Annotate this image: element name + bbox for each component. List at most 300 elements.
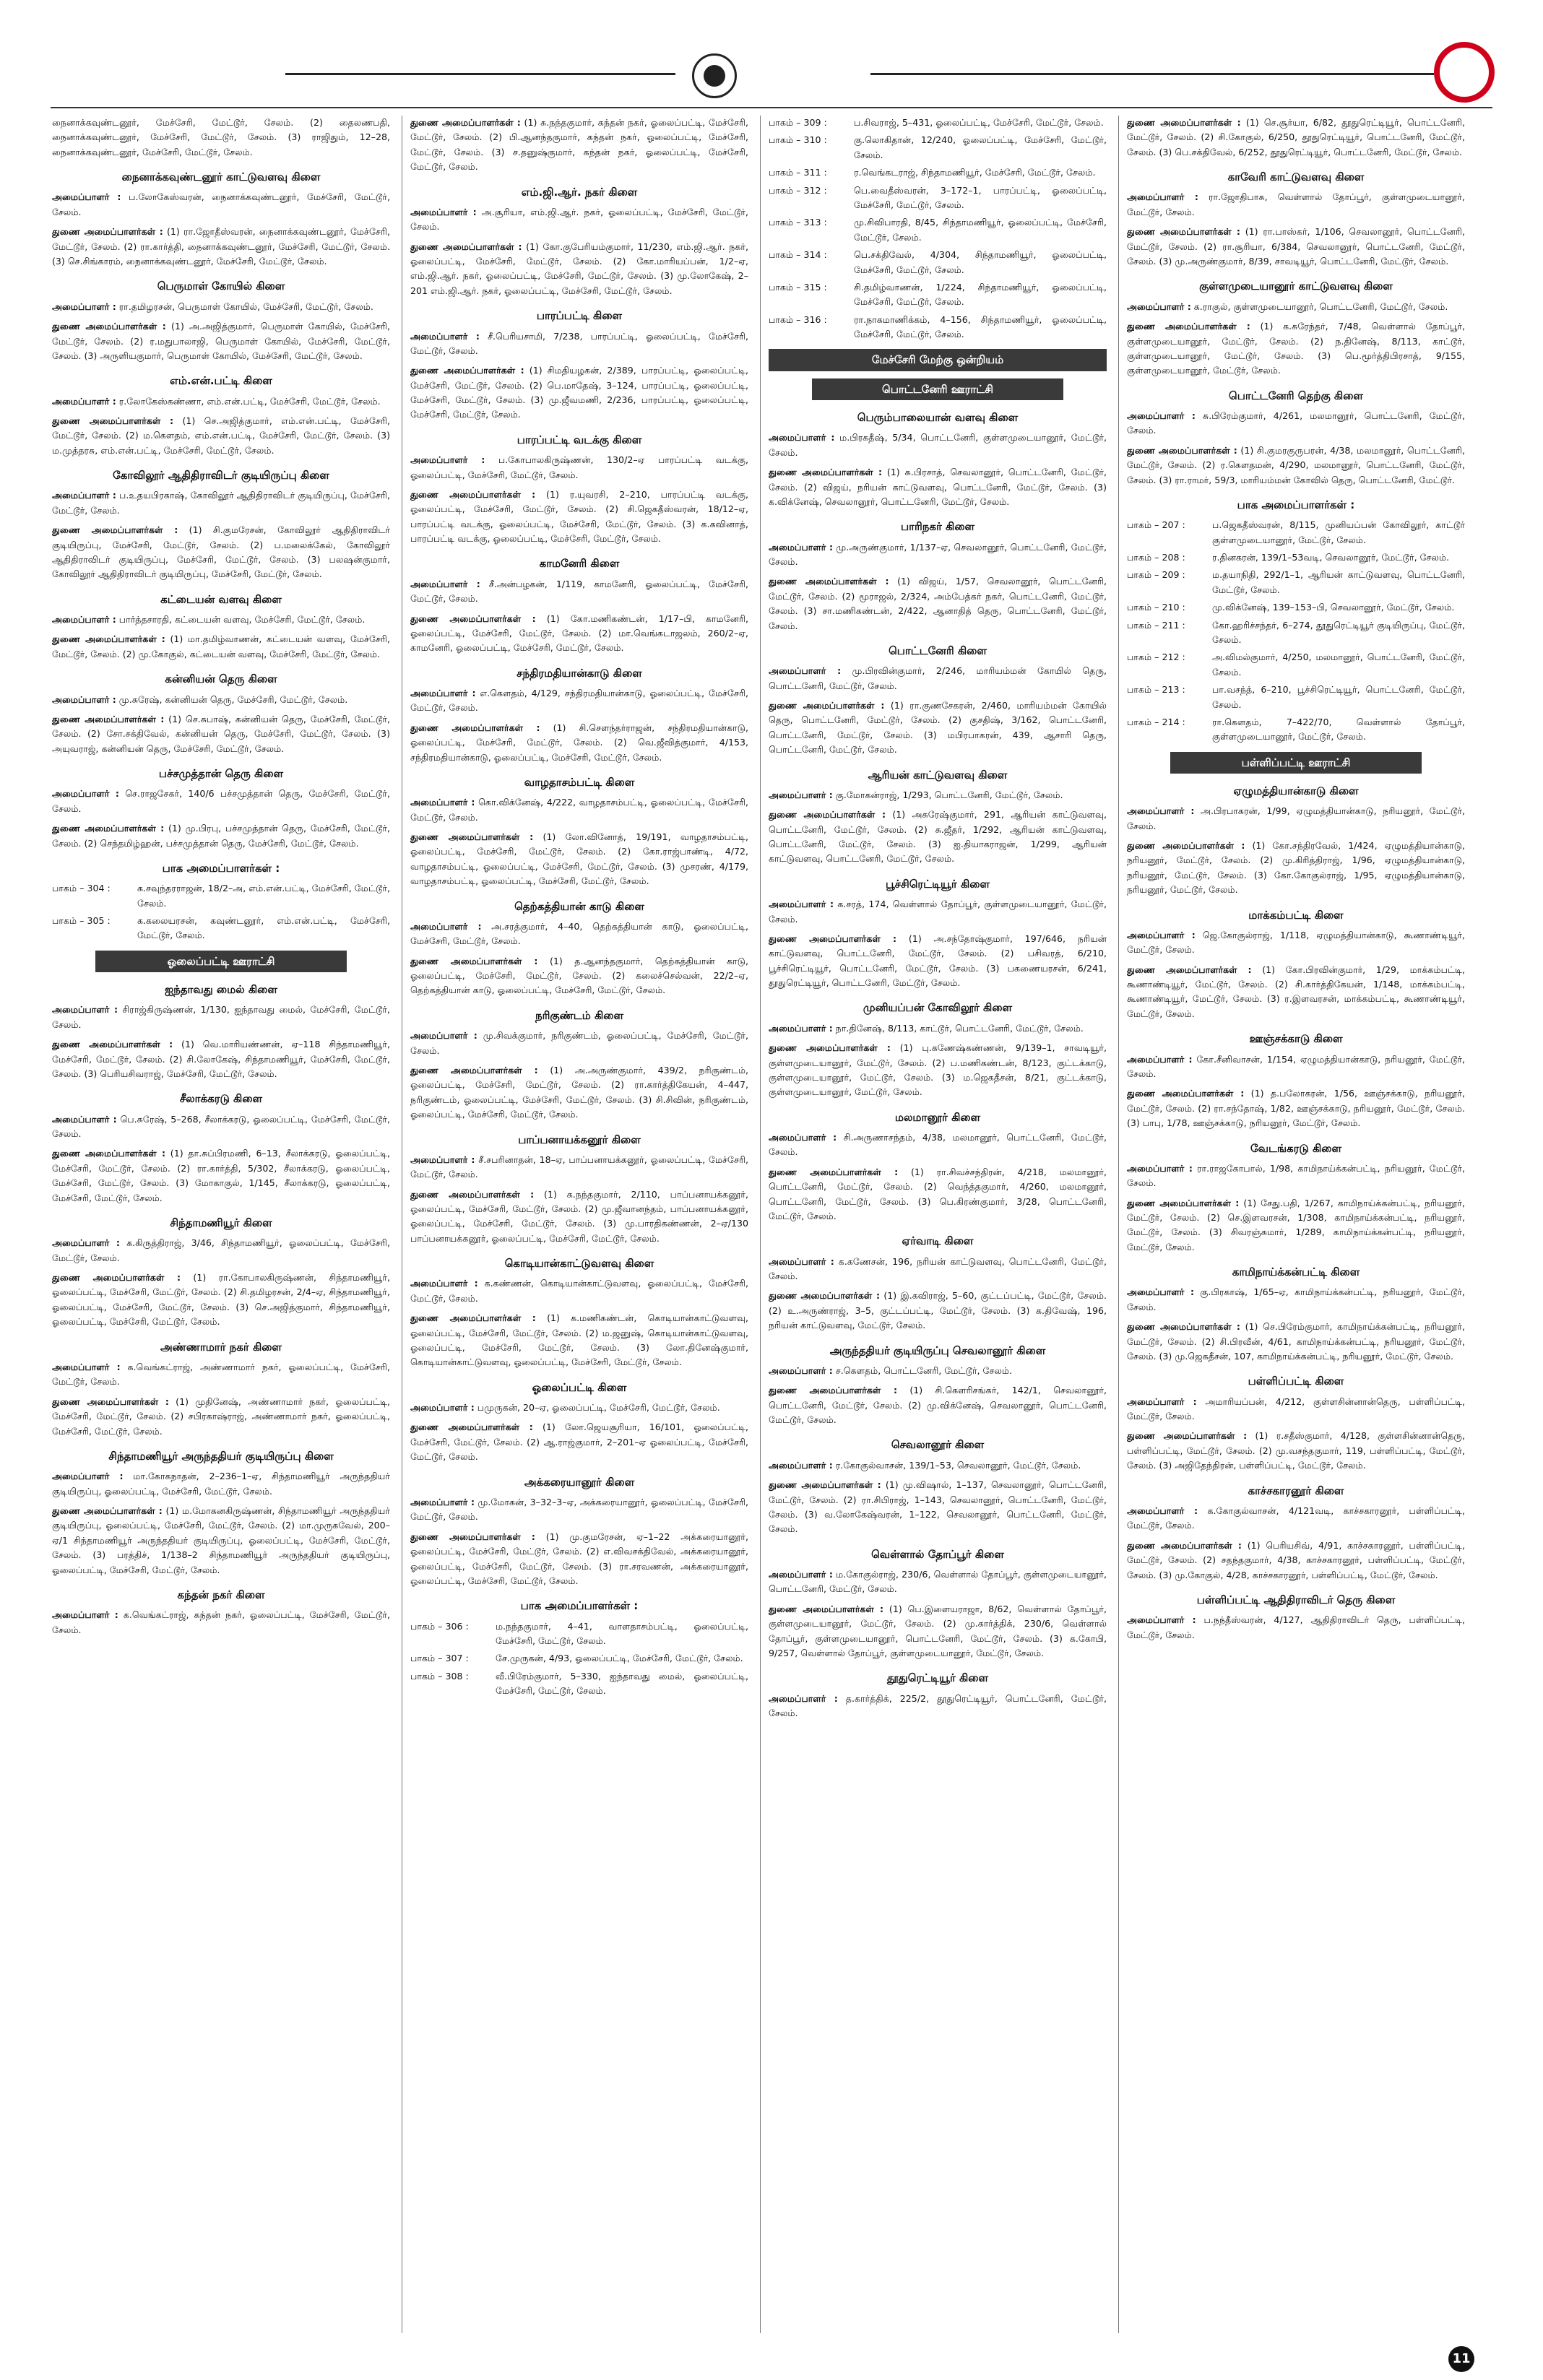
- member-details: க.கோகுல்வாசன், 4/121வடி, காச்சகாரனூர், பள்ளிப்பட்டி, மேட்டூர், சேலம்.: [1127, 1505, 1465, 1531]
- member-details: (1) செ.பிரேம்குமார், காமிநாய்க்கன்பட்டி, நரியனூர், மேட்டூர், சேலம். (2) சி.பிரவீன், 4/61, காமிநாய்க்கன்பட்டி, நரியனூர், மேட்டூர், சேலம். (3) மு.ஜெகதீசன், 107, காமிநாய்க்கன்பட்டி, நரியனூர், மேட்டூர், சேலம்.: [1127, 1321, 1465, 1362]
- role-label: துணை அமைப்பாளர்கள் :: [769, 1603, 884, 1614]
- member-details: மு.பிரவின்குமார், 2/246, மாரியம்மன் கோயில் தெரு, பொட்டனேரி, மேட்டூர், சேலம்.: [769, 665, 1107, 691]
- panchayat-banner: ஓலைப்பட்டி ஊராட்சி: [95, 951, 347, 972]
- role-label: அமைப்பாளர் :: [769, 1255, 834, 1267]
- role-label: அமைப்பாளர் :: [410, 688, 476, 699]
- booth-number: பாகம் – 209 :: [1127, 569, 1185, 581]
- member-entry: [1127, 1196, 1465, 1255]
- role-label: துணை அமைப்பாளர்கள் :: [410, 365, 524, 376]
- booth-organiser: கு.லொகிதான், 12/240, ஓலைப்பட்டி, மேச்சேரி, மேட்டூர், சேலம்.: [854, 134, 1107, 160]
- booth-entry: [1127, 600, 1465, 615]
- role-label: துணை அமைப்பாளர்கள் :: [1127, 117, 1241, 128]
- member-details: (1) விஜய், 1/57, செவலானூர், பொட்டனேரி, மேட்டூர், சேலம். (2) மூராஜல், 2/324, அம்பேத்கர் நகர், பொட்டனேரி, மேட்டூர், சேலம். (3) சா.மணிகண்டன், 2/422, ஆனாதித் தெரு, பொட்டனேரி, மேட்டூர், சேலம்.: [769, 576, 1107, 631]
- role-label: அமைப்பாளர் :: [52, 1004, 118, 1016]
- member-entry: [410, 954, 748, 998]
- member-details: ச.கௌதம், பொட்டனேரி, மேட்டூர், சேலம்.: [832, 1364, 1013, 1376]
- role-label: அமைப்பாளர் :: [1127, 410, 1196, 421]
- role-label: அமைப்பாளர் :: [410, 920, 482, 932]
- member-details: க.கணேசன், 196, நரியன் காட்டுவளவு, பொட்டனேரி, மேட்டூர், சேலம்.: [769, 1255, 1107, 1282]
- role-label: அமைப்பாளர் :: [410, 206, 477, 217]
- booth-entry: [769, 133, 1107, 163]
- role-label: துணை அமைப்பாளர்கள் :: [52, 524, 178, 536]
- booth-number: பாகம் – 306 :: [410, 1620, 469, 1632]
- member-entry: [52, 1504, 390, 1578]
- booth-organiser: மு.விக்னேஷ், 139–153–பி, செவலானூர், மேட்டூர், சேலம்.: [1212, 602, 1455, 613]
- member-details: (1) சிமதியழகன், 2/389, பாரப்பட்டி, ஓலைப்பட்டி, மேச்சேரி, மேட்டூர், சேலம். (2) பெ.மாதேஷ், 3–124, பாரப்பட்டி, ஓலைப்பட்டி, மேச்சேரி, மேட்டூர், சேலம். (3) மு.ஜீவமணி, 2/236, பாரப்பட்டி, ஓலைப்பட்டி, மேச்சேரி, மேட்டூர், சேலம்.: [410, 365, 748, 420]
- member-entry: [52, 1608, 390, 1637]
- booth-entry: [769, 280, 1107, 310]
- member-details: (1) க.நந்தகுமார், 2/110, பாப்பனாயக்கனூர், ஓலைப்பட்டி, மேச்சேரி, மேட்டூர், சேலம். (2) மு.ஜீவானந்தம், பாப்பனாயக்கனூர், ஓலைப்பட்டி, மேச்சேரி, மேட்டூர், சேலம். (3) மு.பாரதிகண்ணன், 2–ஏ/130 பாப்பனாயக்கனூர், ஓலைப்பட்டி, மேச்சேரி, மேட்டூர், சேலம்.: [410, 1188, 748, 1244]
- branch-heading: குள்ளமுடையானூர் காட்டுவளவு கிளை: [1199, 280, 1393, 293]
- member-entry: [410, 795, 748, 825]
- member-entry: [1127, 443, 1465, 488]
- booth-entry: [52, 881, 390, 911]
- role-label: துணை அமைப்பாளர்கள் :: [769, 1385, 898, 1396]
- member-details: நா.தினேஷ், 8/113, காட்டூர், பொட்டனேரி, மேட்டூர், சேலம்.: [832, 1022, 1084, 1034]
- member-details: (1) ர.சதீஸ்குமார், 4/128, குள்ளசின்னான்தெரு, பள்ளிப்பட்டி, மேட்டூர், சேலம். (2) மு.வசந்தகுமார், 119, பள்ளிப்பட்டி, மேட்டூர், சேலம். (3) அஜிதேந்திரன், பள்ளிப்பட்டி, மேட்டூர், சேலம்.: [1127, 1430, 1465, 1471]
- booth-entry: [1127, 568, 1465, 597]
- booth-number: பாகம் – 207 :: [1127, 519, 1185, 531]
- booth-number: பாகம் – 316 :: [769, 313, 827, 325]
- role-label: துணை அமைப்பாளர்கள் :: [52, 1505, 163, 1516]
- role-label: துணை அமைப்பாளர்கள் :: [769, 932, 897, 944]
- branch-heading: அண்ணாமார் நகர் கிளை: [160, 1340, 282, 1354]
- member-entry: [769, 664, 1107, 693]
- role-label: அமைப்பாளர் :: [410, 797, 475, 808]
- booth-entry: [1127, 550, 1465, 565]
- member-details: (1) சி.கௌரிசங்கர், 142/1, செவலானூர், பொட்டனேரி, மேட்டூர், சேலம். (2) மு.விக்னேஷ், செவலானூர், பொட்டனேரி, மேட்டூர், சேலம்.: [769, 1385, 1107, 1426]
- member-entry: [1127, 928, 1465, 958]
- booth-number: பாகம் – 307 :: [410, 1653, 469, 1664]
- member-entry: [52, 613, 390, 627]
- member-entry: [769, 574, 1107, 633]
- branch-heading: காவேரி காட்டுவளவு கிளை: [1227, 170, 1365, 184]
- member-entry: [52, 190, 390, 220]
- member-details: (1) முதினேஷ், அண்ணாமார் நகர், ஓலைப்பட்டி, மேச்சேரி, மேட்டூர், சேலம். (2) சபிரகாஷ்ராஜ், அண்ணாமார் நகர், ஓலைப்பட்டி, மேச்சேரி, மேட்டூர், சேலம்.: [52, 1395, 390, 1437]
- branch-heading: பொட்டனேரி கிளை: [889, 644, 987, 657]
- member-entry: [52, 319, 390, 363]
- role-label: அமைப்பாளர் :: [52, 788, 119, 800]
- member-entry: [410, 612, 748, 656]
- role-label: துணை அமைப்பாளர்கள் :: [52, 321, 166, 332]
- booth-organiser: க.கலையரசன், கவுண்டனூர், எம்.என்.பட்டி, மேச்சேரி, மேட்டூர், சேலம்.: [137, 915, 390, 941]
- member-entry: [1127, 804, 1465, 834]
- member-details: சு.பிரேம்குமார், 4/261, மலமானூர், பொட்டனேரி, மேட்டூர், சேலம்.: [1127, 410, 1465, 436]
- role-label: துணை அமைப்பாளர்கள் :: [410, 1421, 533, 1433]
- role-label: துணை அமைப்பாளர்கள் :: [410, 117, 521, 128]
- branch-heading: செவலானூர் கிளை: [891, 1438, 985, 1452]
- booth-organiser: அ.விமல்குமார், 4/250, மலமானூர், பொட்டனேரி, மேட்டூர், சேலம்.: [1212, 652, 1465, 678]
- column-divider: [760, 116, 761, 2333]
- member-details: சி.அருணாசந்தம், 4/38, மலமானூர், பொட்டனேரி, மேட்டூர், சேலம்.: [769, 1132, 1107, 1158]
- role-label: அமைப்பாளர் :: [1127, 1395, 1197, 1407]
- role-label: அமைப்பாளர் :: [410, 578, 480, 589]
- member-details: (1) மு.குமரேசன், ஏ–1–22 அக்கரையானூர், ஓலைப்பட்டி, மேச்சேரி, மேட்டூர், சேலம். (2) எ.விவசக்திவேல், அக்கரையானூர், ஓலைப்பட்டி, மேச்சேரி, மேட்டூர், சேலம். (3) ரா.சரவணன், அக்கரையானூர், ஓலைப்பட்டி, மேச்சேரி, மேட்டூர், சேலம்.: [410, 1531, 748, 1586]
- member-details: (1) செ.சூர்யா, 6/82, தூதுரெட்டியூர், பொட்டனேரி, மேட்டூர், சேலம். (2) சி.கோகுல், 6/250, தூதுரெட்டியூர், பொட்டனேரி, மேட்டூர், சேலம். (3) பெ.சக்திவேல், 6/252, தூதுரெட்டியூர், பொட்டனேரி, மேட்டூர், சேலம்.: [1127, 117, 1465, 157]
- member-details: சீ.அன்பழகன், 1/119, காமனேரி, ஓலைப்பட்டி, மேச்சேரி, மேட்டூர், சேலம்.: [410, 578, 748, 605]
- member-entry: [410, 363, 748, 423]
- branch-heading: பாரிநகர் கிளை: [900, 520, 975, 534]
- role-label: துணை அமைப்பாளர்கள் :: [769, 576, 889, 587]
- member-entry: [1127, 319, 1465, 378]
- member-details: மு.சுரேஷ், கன்னியன் தெரு, மேச்சேரி, மேட்டூர், சேலம்.: [116, 693, 348, 705]
- booth-organiser: பெ.சக்திவேல், 4/304, சிந்தாமணியூர், ஓலைப்பட்டி, மேச்சேரி, மேட்டூர், சேலம்.: [854, 249, 1107, 275]
- role-label: அமைப்பாளர் :: [769, 899, 834, 910]
- booth-entry: [769, 248, 1107, 277]
- role-label: அமைப்பாளர் :: [1127, 805, 1195, 817]
- member-entry: [410, 1401, 748, 1415]
- branch-heading: சிந்தாமணியூர் அருந்ததியர் குடியிருப்பு கிளை: [108, 1449, 334, 1463]
- branch-heading: தெற்கத்தியான் காடு கிளை: [514, 899, 644, 913]
- role-label: அமைப்பாளர் :: [1127, 1614, 1196, 1626]
- member-details: கோ.சீனிவாசன், 1/154, ஏழுமத்தியான்காடு, நரியனூர், மேட்டூர், சேலம்.: [1127, 1053, 1465, 1079]
- member-details: (1) லோ.ஜெயசூரியா, 16/101, ஓலைப்பட்டி, மேச்சேரி, மேட்டூர், சேலம். (2) ஆ.ராஜ்குமார், 2–201–ஏ ஓலைப்பட்டி, மேச்சேரி, மேட்டூர், சேலம்.: [410, 1421, 748, 1463]
- panchayat-banner: பள்ளிப்பட்டி ஊராட்சி: [1170, 752, 1422, 774]
- member-details: மு.மோகன், 3–32–3–ஏ, அக்கரையானூர், ஓலைப்பட்டி, மேச்சேரி, மேட்டூர், சேலம்.: [410, 1496, 748, 1523]
- booth-organiser: ர.தினகரன், 139/1–53வடி, செவலானூர், மேட்டூர், சேலம்.: [1212, 552, 1450, 563]
- member-details: க.வெங்கட்ராஜ், அண்ணாமார் நகர், ஓலைப்பட்டி, மேச்சேரி, மேட்டூர், சேலம்.: [52, 1361, 390, 1388]
- member-entry: [769, 1255, 1107, 1284]
- booth-number: பாகம் – 213 :: [1127, 684, 1185, 696]
- member-entry: [769, 1041, 1107, 1100]
- booth-organiser: ம.நந்தகுமார், 4–41, வாளதாசம்பட்டி, ஓலைப்பட்டி, மேச்சேரி, மேட்டூர், சேலம்.: [496, 1620, 748, 1646]
- member-details: ம.கோகுல்ராஜ், 230/6, வெள்ளால் தோப்பூர், குள்ளமுடையானூர், பொட்டனேரி, மேட்டூர், சேலம்.: [769, 1569, 1107, 1595]
- branch-heading: பெரும்பாலையான் வளவு கிளை: [857, 411, 1019, 425]
- branch-heading: சீலாக்கரடு கிளை: [179, 1092, 263, 1106]
- role-label: துணை அமைப்பாளர்கள் :: [52, 415, 174, 426]
- booth-entry: [769, 313, 1107, 342]
- party-emblem-icon: [692, 53, 737, 98]
- member-details: அமாரியப்பன், 4/212, குள்ளசின்னான்தெரு, பள்ளிப்பட்டி, மேட்டூர், சேலம்.: [1127, 1395, 1465, 1422]
- member-details: (1) ரா.குணசேகரன், 2/460, மாரியம்மன் கோயில் தெரு, பொட்டனேரி, மேட்டூர், சேலம். (2) குசதிஷ், 3/162, பொட்டனேரி, பொட்டனேரி, மேட்டூர், சேலம். (3) மபிரபாகரன், 439, ஆசாரி தெரு, பொட்டனேரி, மேட்டூர், சேலம்.: [769, 700, 1107, 756]
- role-label: அமைப்பாளர் :: [52, 1609, 118, 1621]
- member-entry: [1127, 839, 1465, 898]
- role-label: அமைப்பாளர் :: [52, 614, 116, 626]
- member-details: த.கார்த்திக், 225/2, தூதுரெட்டியூர், பொட்டனேரி, மேட்டூர், சேலம்.: [769, 1692, 1107, 1719]
- role-label: அமைப்பாளர் :: [52, 490, 116, 501]
- member-details: (1) சு.பிரசாத், செவலானூர், பொட்டனேரி, மேட்டூர், சேலம். (2) விஜய், நரியன் காட்டுவளவு, பொட்டனேரி, மேட்டூர், சேலம். (3) க.விக்னேஷ், செவலானூர், பொட்டனேரி, மேட்டூர், சேலம்.: [769, 467, 1107, 507]
- role-label: துணை அமைப்பாளர்கள் :: [1127, 840, 1245, 852]
- role-label: துணை அமைப்பாளர்கள் :: [410, 1531, 535, 1542]
- member-entry: [52, 821, 390, 851]
- booth-entry: [410, 1619, 748, 1649]
- member-details: ப.உதயபிரகாஷ், கோவிலூர் ஆதிதிராவிடர் குடியிருப்பு, மேச்சேரி, மேட்டூர், சேலம்.: [52, 490, 390, 516]
- booth-number: பாகம் – 311 :: [769, 167, 827, 178]
- member-entry: [52, 1037, 390, 1081]
- role-label: துணை அமைப்பாளர்கள் :: [769, 700, 885, 711]
- role-label: துணை அமைப்பாளர்கள் :: [1127, 444, 1237, 456]
- role-label: துணை அமைப்பாளர்கள் :: [52, 823, 165, 834]
- booth-organiser: வீ.பிரேம்குமார், 5–330, ஐந்தாவது மைல், ஓலைப்பட்டி, மேச்சேரி, மேட்டூர், சேலம்.: [496, 1670, 748, 1697]
- member-details: மு.சிவக்குமார், நரிகுண்டம், ஓலைப்பட்டி, மேச்சேரி, மேட்டூர், சேலம்.: [410, 1030, 748, 1056]
- role-label: துணை அமைப்பாளர்கள் :: [769, 1290, 881, 1302]
- member-details: (1) பு.கணேஷ்கண்ணன், 9/139–1, சாவடியூர், குள்ளமுடையானூர், மேட்டூர், சேலம். (2) ப.மணிகண்டன், 8/123, குட்டக்காடு, குள்ளமுடையானூர், மேட்டூர், சேலம். (3) ம.ஜெகதீசன், 8/21, குட்டக்காடு, குள்ளமுடையானூர், மேட்டூர், சேலம்.: [769, 1042, 1107, 1098]
- member-entry: [1127, 409, 1465, 438]
- branch-heading: அருந்ததியர் குடியிருப்பு செவலானூர் கிளை: [829, 1343, 1046, 1357]
- member-entry: [769, 465, 1107, 509]
- member-details: ரா.தமிழரசன், பெருமாள் கோயில், மேச்சேரி, மேட்டூர், சேலம்.: [116, 300, 373, 312]
- branch-heading: கோவிலூர் ஆதிதிராவிடர் குடியிருப்பு கிளை: [113, 469, 329, 483]
- booth-entry: [769, 165, 1107, 180]
- branch-heading: சிந்தாமணியூர் கிளை: [170, 1216, 272, 1230]
- member-details: (1) செ.அஜித்குமார், எம்.என்.பட்டி, மேச்சேரி, மேட்டூர், சேலம். (2) ம.கௌதம், எம்.என்.பட்டி, மேச்சேரி, மேட்டூர், சேலம். (3) ம.முத்தரசு, எம்.என்.பட்டி, மேச்சேரி, மேட்டூர், சேலம்.: [52, 415, 390, 456]
- member-entry: [1127, 190, 1465, 220]
- member-details: (1) த.பலோகரன், 1/56, ஊஞ்சக்காடு, நரியனூர், மேட்டூர், சேலம். (2) ரா.சந்தோஷ், 1/82, ஊஞ்சக்காடு, நரியனூர், மேட்டூர், சேலம். (3) பாபு, 1/78, ஊஞ்சக்காடு, நரியனூர், மேட்டூர், சேலம்.: [1127, 1088, 1465, 1129]
- column-4: [1127, 116, 1465, 2333]
- role-label: துணை அமைப்பாளர்கள் :: [1127, 1088, 1245, 1099]
- masthead: [0, 0, 1543, 108]
- column-divider: [1118, 116, 1119, 2333]
- member-details: (1) கோ.சந்திரவேல், 1/424, ஏழுமத்தியான்காடு, நரியனூர், மேட்டூர், சேலம். (2) மு.கிரித்திராஜ், 1/96, ஏழுமத்தியான்காடு, நரியனூர், மேட்டூர், சேலம். (3) கோ.கோகுல்ராஜ், 1/95, ஏழுமத்தியான்காடு, நரியனூர், மேட்டூர், சேலம்.: [1127, 840, 1465, 896]
- column-2: [410, 116, 748, 2333]
- member-details: (1) மு.விஷால், 1–137, செவலானூர், பொட்டனேரி, மேட்டூர், சேலம். (2) ரா.சிபிராஜ், 1–143, செவலானூர், பொட்டனேரி, மேட்டூர், சேலம். (3) வ.லோகேஷ்வரன், 1–122, செவலானூர், பொட்டனேரி, மேட்டூர், சேலம்.: [769, 1479, 1107, 1535]
- member-details: ர.கோகுல்வாசன், 139/1–53, செவலானூர், மேட்டூர், சேலம்.: [832, 1459, 1081, 1471]
- booth-number: பாகம் – 308 :: [410, 1670, 469, 1682]
- branch-heading: ஏர்வாடி கிளை: [902, 1234, 974, 1248]
- member-details: சிராஜ்கிருஷ்ணன், 1/130, ஐந்தாவது மைல், மேச்சேரி, மேட்டூர், சேலம்.: [52, 1004, 390, 1030]
- member-entry: [52, 632, 390, 662]
- branch-heading: மாக்கம்பட்டி கிளை: [1248, 908, 1344, 922]
- role-label: அமைப்பாளர் :: [52, 395, 116, 407]
- booth-entry: [1127, 683, 1465, 712]
- branch-heading: பெருமாள் கோயில் கிளை: [157, 280, 285, 293]
- booth-number: பாகம் – 305 :: [52, 915, 111, 927]
- member-details: க.வெங்கட்ராஜ், கந்தன் நகர், ஓலைப்பட்டி, மேச்சேரி, மேட்டூர், சேலம்.: [52, 1609, 390, 1635]
- member-details: ரா.ராஜகோபால், 1/98, காமிநாய்க்கன்பட்டி, நரியனூர், மேட்டூர், சேலம்.: [1127, 1162, 1465, 1189]
- member-details: (1) ரா.சிவச்சந்திரன், 4/218, மலமானூர், பொட்டனேரி, மேட்டூர், சேலம். (2) வெந்த்தகுமார், 4/260, மலமானூர், பொட்டனேரி, மேட்டூர், சேலம். (3) பெ.கிரண்குமார், 3/28, பொட்டனேரி, மேட்டூர், சேலம்.: [769, 1166, 1107, 1221]
- member-entry: [410, 1495, 748, 1525]
- member-details: (1) க.சுரேந்தர், 7/48, வெள்ளால் தோப்பூர், குள்ளமுடையானூர், மேட்டூர், சேலம். (2) ந.தினேஷ், 8/113, காட்டூர், குள்ளமுடையானூர், மேட்டூர், சேலம். (3) பெ.மூர்த்திபிரசாத், 9/155, குள்ளமுடையானூர், மேட்டூர், சேலம்.: [1127, 321, 1465, 376]
- member-entry: [1127, 1539, 1465, 1583]
- member-entry: [410, 1187, 748, 1247]
- member-entry: [410, 1153, 748, 1182]
- member-details: ப.கோபாலகிருஷ்ணன், 130/2–ஏ பாரப்பட்டி வடக்கு, ஓலைப்பட்டி, மேச்சேரி, மேட்டூர், சேலம்.: [410, 454, 748, 480]
- member-entry: [52, 414, 390, 458]
- member-entry: [410, 329, 748, 359]
- member-details: அ.பிரபாகரன், 1/99, ஏழுமத்தியான்காடு, நரியனூர், மேட்டூர், சேலம்.: [1127, 805, 1465, 831]
- booth-entry: [1127, 618, 1465, 648]
- member-details: (1) வெ.மாரியண்ணன், ஏ–118 சிந்தாமணியூர், மேச்சேரி, மேட்டூர், சேலம். (2) சி.லோகேஷ், சிந்தாமணியூர், மேச்சேரி, மேட்டூர், சேலம். (3) பெரியசிவராஜ், மேச்சேரி, மேட்டூர், சேலம்.: [52, 1039, 390, 1079]
- role-label: அமைப்பாளர் :: [52, 300, 116, 312]
- member-entry: [1127, 300, 1465, 314]
- role-label: அமைப்பாளர் :: [1127, 1286, 1195, 1298]
- role-label: அமைப்பாளர் :: [769, 1569, 833, 1580]
- role-label: துணை அமைப்பாளர்கள் :: [52, 633, 165, 645]
- member-details: (1) சேது.பதி, 1/267, காமிநாய்க்கன்பட்டி, நரியனூர், மேட்டூர், சேலம். (2) செ.இளவரசன், 1/308, காமிநாய்க்கன்பட்டி, நரியனூர், மேட்டூர், சேலம். (3) சிவரஞ்சுமார், 1/289, காமிநாய்க்கன்பட்டி, நரியனூர், மேட்டூர், சேலம்.: [1127, 1197, 1465, 1252]
- role-label: துணை அமைப்பாளர்கள் :: [769, 1166, 899, 1177]
- member-details: (1) க.மணிகண்டன், கொடியான்காட்டுவளவு, ஓலைப்பட்டி, மேச்சேரி, மேட்டூர், சேலம். (2) ம.ஜனுஷ், கொடியான்காட்டுவளவு, ஓலைப்பட்டி, மேச்சேரி, மேட்டூர், சேலம். (3) லோ.தினேஷ்குமார், கொடியான்காட்டுவளவு, ஓலைப்பட்டி, மேச்சேரி, மேட்டூர், சேலம்.: [410, 1312, 748, 1368]
- member-entry: [1127, 116, 1465, 160]
- branch-heading: எம்.என்.பட்டி கிளை: [170, 374, 272, 388]
- booth-entry: [769, 183, 1107, 213]
- member-entry: [1127, 1429, 1465, 1473]
- member-entry: [1127, 1161, 1465, 1191]
- branch-heading: பாக அமைப்பாளர்கள் :: [520, 1599, 639, 1613]
- branch-heading: பாப்பனாயக்கனூர் கிளை: [518, 1133, 641, 1146]
- role-label: துணை அமைப்பாளர்கள் :: [1127, 1321, 1240, 1333]
- branch-heading: ஓலைப்பட்டி கிளை: [532, 1380, 627, 1394]
- branch-heading: பாரப்பட்டி கிளை: [536, 309, 623, 323]
- booth-entry: [52, 914, 390, 943]
- role-label: துணை அமைப்பாளர்கள் :: [410, 722, 540, 733]
- role-label: துணை அமைப்பாளர்கள் :: [1127, 1430, 1248, 1442]
- role-label: அமைப்பாளர் :: [52, 1113, 117, 1125]
- member-details: (1) மா.தமிழ்வாணன், கட்டையன் வளவு, மேச்சேரி, மேட்டூர், சேலம். (2) மு.கோகுல், கட்டையன் வளவு, மேச்சேரி, மேட்டூர், சேலம்.: [52, 633, 390, 659]
- branch-heading: கட்டையன் வளவு கிளை: [160, 592, 282, 606]
- member-entry: [410, 577, 748, 607]
- role-label: அமைப்பாளர் :: [1127, 300, 1191, 312]
- member-entry: [769, 1567, 1107, 1597]
- member-details: மு.அருண்குமார், 1/137–ஏ, செவலானூர், பொட்டனேரி, மேட்டூர், சேலம்.: [769, 541, 1107, 567]
- member-details: (1) சு.நந்தகுமார், கந்தன் நகர், ஓலைப்பட்டி, மேச்சேரி, மேட்டூர், சேலம். (2) பி.ஆனந்தகுமார், கந்தன் நகர், ஓலைப்பட்டி, மேச்சேரி, மேட்டூர், சேலம். (3) ச.தனுஷ்குமார், கந்தன் நகர், ஓலைப்பட்டி, மேச்சேரி, மேட்டூர், சேலம்.: [410, 117, 748, 173]
- member-details: (1) அ.சந்தோஷ்குமார், 197/646, நரியன் காட்டுவளவு, பொட்டனேரி, மேட்டூர், சேலம். (2) பசிவரத், 6/210, பூச்சிரெட்டியூர், பொட்டனேரி, மேட்டூர், சேலம். (3) பகணையரசன், 6/241, தூதுரெட்டியூர், பொட்டனேரி, மேட்டூர், சேலம்.: [769, 932, 1107, 989]
- branch-heading: காச்சகாரனூர் கிளை: [1248, 1484, 1344, 1497]
- member-details: அ.சரத்குமார், 4–40, தெற்கத்தியான் காடு, ஓலைப்பட்டி, மேச்சேரி, மேட்டூர், சேலம்.: [410, 920, 748, 947]
- booth-number: பாகம் – 212 :: [1127, 652, 1185, 663]
- branch-heading: வாழதாசம்பட்டி கிளை: [524, 775, 635, 789]
- member-details: ரா.ஜோதிபாசு, வெள்ளால் தோப்பூர், குள்ளமுடையானூர், மேட்டூர், சேலம்.: [1127, 191, 1465, 217]
- member-details: (1) ம.மோகனகிருஷ்ணன், சிந்தாமணியூர் அருந்ததியர் குடியிருப்பு, ஓலைப்பட்டி, மேச்சேரி, மேட்டூர், சேலம். (2) மா.முருகவேல், 200–ஏ/1 சிந்தாமணியூர் அருந்ததியர் குடியிருப்பு, ஓலைப்பட்டி, மேச்சேரி, மேட்டூர், சேலம். (3) பரத்திச், 1/138–2 சிந்தாமணியூர் அருந்ததியர் குடியிருப்பு, ஓலைப்பட்டி, மேச்சேரி, மேட்டூர், சேலம்.: [52, 1505, 390, 1575]
- role-label: அமைப்பாளர் :: [1127, 1053, 1193, 1065]
- booth-number: பாகம் – 315 :: [769, 281, 827, 293]
- member-entry: [1127, 1320, 1465, 1364]
- role-label: துணை அமைப்பாளர்கள் :: [410, 488, 536, 500]
- member-details: (1) ர.யுவரசி, 2–210, பாரப்பட்டி வடக்கு, ஓலைப்பட்டி, மேச்சேரி, மேட்டூர், சேலம். (2) சி.ஜெகதீஸ்வரன், 18/12–ஏ, பாரப்பட்டி வடக்கு, ஓலைப்பட்டி, மேச்சேரி, மேட்டூர், சேலம். (3) க.கவினாத், பாரப்பட்டி வடக்கு, ஓலைப்பட்டி, மேச்சேரி, மேட்டூர், சேலம்.: [410, 488, 748, 545]
- member-entry: [410, 1276, 748, 1306]
- member-entry: [769, 540, 1107, 570]
- member-details: க.கிருத்திராஜ், 3/46, சிந்தாமணியூர், ஓலைப்பட்டி, மேச்சேரி, மேட்டூர், சேலம்.: [52, 1237, 390, 1263]
- union-banner: மேச்சேரி மேற்கு ஒன்றியம்: [769, 349, 1107, 371]
- booth-entry: [769, 215, 1107, 245]
- member-entry: [410, 919, 748, 949]
- role-label: அமைப்பாளர் :: [1127, 929, 1196, 940]
- member-details: எ.கௌதம், 4/129, சந்திரமதியான்காடு, ஓலைப்பட்டி, மேச்சேரி, மேட்டூர், சேலம்.: [410, 688, 748, 714]
- branch-heading: காமிநாய்க்கன்பட்டி கிளை: [1232, 1265, 1360, 1279]
- member-entry: [1127, 963, 1465, 1022]
- role-label: அமைப்பாளர் :: [410, 330, 480, 342]
- booth-number: பாகம் – 310 :: [769, 134, 827, 146]
- branch-heading: பாக அமைப்பாளர்கள் :: [1237, 498, 1355, 511]
- member-entry: [769, 1130, 1107, 1160]
- role-label: அமைப்பாளர் :: [52, 191, 121, 203]
- member-details: கு.பிரகாஷ், 1/65–ஏ, காமிநாய்க்கன்பட்டி, நரியனூர், மேட்டூர், சேலம்.: [1127, 1286, 1465, 1312]
- branch-heading: ஐந்தாவது மைல் கிளை: [165, 983, 277, 997]
- branch-heading: பள்ளிப்பட்டி கிளை: [1248, 1375, 1344, 1388]
- member-entry: [769, 1478, 1107, 1537]
- member-entry: [769, 1602, 1107, 1661]
- booth-organiser: சி.தமிழ்வாணன், 1/224, சிந்தாமணியூர், ஓலைப்பட்டி, மேச்சேரி, மேட்டூர், சேலம்.: [854, 281, 1107, 308]
- booth-entry: [1127, 650, 1465, 680]
- member-entry: [769, 1383, 1107, 1427]
- member-entry: [769, 1364, 1107, 1378]
- role-label: அமைப்பாளர் :: [52, 1361, 121, 1372]
- booth-organiser: சே.முருகன், 4/93, ஓலைப்பட்டி, மேச்சேரி, மேட்டூர், சேலம்.: [496, 1653, 743, 1664]
- booth-number: பாகம் – 309 :: [769, 117, 827, 128]
- member-details: (1) ரா.பாஸ்கர், 1/106, செவலானூர், பொட்டனேரி, மேட்டூர், சேலம். (2) ரா.சூரியா, 6/384, செவலானூர், பொட்டனேரி, மேட்டூர், சேலம். (3) மு.அருண்குமார், 8/39, சாவடியூர், பொட்டனேரி, மேட்டூர், சேலம்.: [1127, 226, 1465, 267]
- role-label: அமைப்பாளர் :: [410, 1402, 475, 1414]
- role-label: துணை அமைப்பாளர்கள் :: [410, 1064, 538, 1076]
- member-details: (1) அசுரேஷ்குமார், 291, ஆரியன் காட்டுவளவு, பொட்டனேரி, மேட்டூர், சேலம். (2) சு.ஜீதர், 1/292, ஆரியன் காட்டுவளவு, பொட்டனேரி, மேட்டூர், சேலம். (3) ஐ.தியாகராஜன், 1/299, ஆரியன் காட்டுவளவு, பொட்டனேரி, மேட்டூர், சேலம்.: [769, 809, 1107, 865]
- member-entry: [52, 225, 390, 269]
- role-label: துணை அமைப்பாளர்கள் :: [769, 1042, 891, 1054]
- booth-organiser: ர.வெங்கடராஜ், சிந்தாமணியூர், மேச்சேரி, மேட்டூர், சேலம்.: [854, 167, 1096, 178]
- member-details: (1) கோ.குபேரியம்குமார், 11/230, எம்.ஜி.ஆர். நகர், ஓலைப்பட்டி, மேச்சேரி, மேட்டூர், சேலம். (2) கோ.மாரியப்பன், 1/2–ஏ, எம்.ஜி.ஆர். நகர், ஓலைப்பட்டி, மேச்சேரி, மேட்டூர், சேலம். (3) மு.லோகேஷ், 2–201 எம்.ஜி.ஆர். நகர், ஓலைப்பட்டி, மேச்சேரி, மேட்டூர், சேலம்.: [410, 241, 748, 296]
- member-entry: [52, 1236, 390, 1265]
- member-entry: [410, 116, 748, 175]
- member-details: சீ.சபரினாதன், 18–ஏ, பாப்பனாயக்கனூர், ஓலைப்பட்டி, மேச்சேரி, மேட்டூர், சேலம்.: [410, 1154, 748, 1180]
- role-label: துணை அமைப்பாளர்கள் :: [769, 1479, 881, 1491]
- member-entry: [1127, 1285, 1465, 1315]
- page-number: 11: [1448, 2346, 1474, 2372]
- member-details: கு.மோகன்ராஜ், 1/293, பொட்டனேரி, மேட்டூர், சேலம்.: [832, 789, 1063, 800]
- booth-organiser: ப.சிவராஜ், 5–431, ஓலைப்பட்டி, மேச்சேரி, மேட்டூர், சேலம்.: [854, 117, 1104, 128]
- member-details: மா.கோகநாதன், 2–236–1–ஏ, சிந்தாமணியூர் அருந்ததியர் குடியிருப்பு, ஓலைப்பட்டி, மேச்சேரி, மேட்டூர், சேலம்.: [52, 1471, 390, 1497]
- member-entry: [769, 430, 1107, 460]
- member-details: (1) கோ.மணிகண்டன், 1/17–பி, காமனேரி, ஓலைப்பட்டி, மேச்சேரி, மேட்டூர், சேலம். (2) மா.வெங்கடாஜலம், 260/2–ஏ, காமனேரி, ஓலைப்பட்டி, மேச்சேரி, மேட்டூர், சேலம்.: [410, 613, 748, 654]
- booth-entry: [1127, 518, 1465, 548]
- role-label: துணை அமைப்பாளர்கள் :: [410, 1188, 535, 1200]
- member-entry: [52, 712, 390, 756]
- member-details: பார்த்தசாரதி, கட்டையன் வளவு, மேச்சேரி, மேட்டூர், சேலம்.: [116, 614, 366, 626]
- member-details: க.ராகுல், குள்ளமுடையானூர், பொட்டனேரி, மேட்டூர், சேலம்.: [1190, 300, 1448, 312]
- member-entry: [410, 1311, 748, 1370]
- member-details: (1) ரா.கோபாலகிருஷ்ணன், சிந்தாமணியூர், ஓலைப்பட்டி, மேச்சேரி, மேட்டூர், சேலம். (2) சி.தமிழரசன், 2/4–ஏ, சிந்தாமணியூர், ஓலைப்பட்டி, மேச்சேரி, மேட்டூர், சேலம். (3) செ.அஜித்குமார், சிந்தாமணியூர், ஓலைப்பட்டி, மேச்சேரி, மேட்டூர், சேலம்.: [52, 1272, 390, 1328]
- branch-heading: ஏழுமத்தியான்காடு கிளை: [1233, 784, 1359, 797]
- member-entry: [52, 300, 390, 314]
- branch-heading: கந்தன் நகர் கிளை: [177, 1588, 265, 1601]
- member-entry: [769, 1021, 1107, 1036]
- branch-heading: ஆரியன் காட்டுவளவு கிளை: [868, 768, 1008, 782]
- branch-heading: அக்கரையானூர் கிளை: [524, 1475, 635, 1489]
- booth-entry: [1127, 715, 1465, 745]
- role-label: துணை அமைப்பாளர்கள் :: [410, 613, 536, 624]
- member-entry: [1127, 1086, 1465, 1130]
- booth-entry: [410, 1651, 748, 1666]
- member-details: ம.பிரகதீஷ், 5/34, பொட்டனேரி, குள்ளமுடையானூர், மேட்டூர், சேலம்.: [769, 432, 1107, 458]
- member-details: ப.நந்தீஸ்வரன், 4/127, ஆதிதிராவிடர் தெரு, பள்ளிப்பட்டி, மேட்டூர், சேலம்.: [1127, 1614, 1465, 1640]
- member-entry: [52, 488, 390, 518]
- role-label: துணை அமைப்பாளர்கள் :: [769, 467, 883, 478]
- member-entry: [410, 1063, 748, 1122]
- member-entry: [52, 787, 390, 816]
- role-label: அமைப்பாளர் :: [769, 1692, 838, 1704]
- branch-heading: பொட்டனேரி தெற்கு கிளை: [1229, 389, 1363, 402]
- branch-heading: வெள்ளால் தோப்பூர் கிளை: [871, 1547, 1004, 1561]
- member-details: (1) அ.அருண்குமார், 439/2, நரிகுண்டம், ஓலைப்பட்டி, மேச்சேரி, மேட்டூர், சேலம். (2) ரா.கார்த்திகேயன், 4–447, நரிகுண்டம், ஓலைப்பட்டி, மேச்சேரி, மேட்டூர், சேலம். (3) சி.சிவின், நரிகுண்டம், ஓலைப்பட்டி, மேச்சேரி, மேட்டூர், சேலம்.: [410, 1064, 748, 1120]
- role-label: துணை அமைப்பாளர்கள் :: [410, 831, 534, 843]
- role-label: துணை அமைப்பாளர்கள் :: [52, 226, 163, 238]
- role-label: துணை அமைப்பாளர்கள் :: [52, 1395, 169, 1407]
- member-entry: [1127, 1504, 1465, 1533]
- role-label: அமைப்பாளர் :: [769, 665, 842, 677]
- branch-heading: வேடங்கரடு கிளை: [1250, 1141, 1342, 1155]
- member-details: (1) த.ஆனந்தகுமார், தெற்கத்தியான் காடு, ஓலைப்பட்டி, மேச்சேரி, மேட்டூர், சேலம். (2) கலைச்செல்வன், 22/2–ஏ, தெற்கத்தியான் காடு, ஓலைப்பட்டி, மேச்சேரி, மேட்டூர், சேலம்.: [410, 955, 748, 996]
- role-label: அமைப்பாளர் :: [410, 1030, 477, 1042]
- booth-organiser: ரா.கௌதம், 7–422/70, வெள்ளால் தோப்பூர், குள்ளமுடையானூர், மேட்டூர், சேலம்.: [1212, 716, 1465, 743]
- role-label: துணை அமைப்பாளர்கள் :: [1127, 1197, 1240, 1208]
- member-entry: [769, 698, 1107, 758]
- member-details: (1) மு.பிரபு, பச்சமுத்தான் தெரு, மேச்சேரி, மேட்டூர், சேலம். (2) செந்தமிழ்ஹன், பச்சமுத்தான் தெரு, மேச்சேரி, மேட்டூர், சேலம்.: [52, 823, 390, 849]
- booth-number: பாகம் – 208 :: [1127, 552, 1185, 563]
- member-entry: [52, 1146, 390, 1206]
- header-rule-left: [285, 73, 675, 75]
- role-label: அமைப்பாளர் :: [410, 1496, 475, 1507]
- member-entry: [1127, 225, 1465, 269]
- member-details: (1) தா.சுப்பிரமணி, 6–13, சீலாக்கரடு, ஓலைப்பட்டி, மேச்சேரி, மேட்டூர், சேலம். (2) ரா.கார்த்தி, 5/302, சீலாக்கரடு, ஓலைப்பட்டி, மேச்சேரி, மேட்டூர், சேலம். (3) மோகாகுல், 1/145, சீலாக்கரடு, ஓலைப்பட்டி, மேச்சேரி, மேட்டூர், சேலம்.: [52, 1148, 390, 1203]
- branch-heading: பச்சமுத்தான் தெரு கிளை: [158, 767, 284, 781]
- member-details: (1) அ.அஜித்குமார், பெருமாள் கோயில், மேச்சேரி, மேட்டூர், சேலம். (2) ர.மதுபாலாஜி, பெருமாள் கோயில், மேச்சேரி, மேட்டூர், சேலம். (3) அருளியகுமார், பெருமாள் கோயில், மேச்சேரி, மேட்டூர், சேலம்.: [52, 321, 390, 361]
- member-details: செ.ராஜசேகர், 140/6 பச்சமுத்தான் தெரு, மேச்சேரி, மேட்டூர், சேலம்.: [52, 788, 390, 814]
